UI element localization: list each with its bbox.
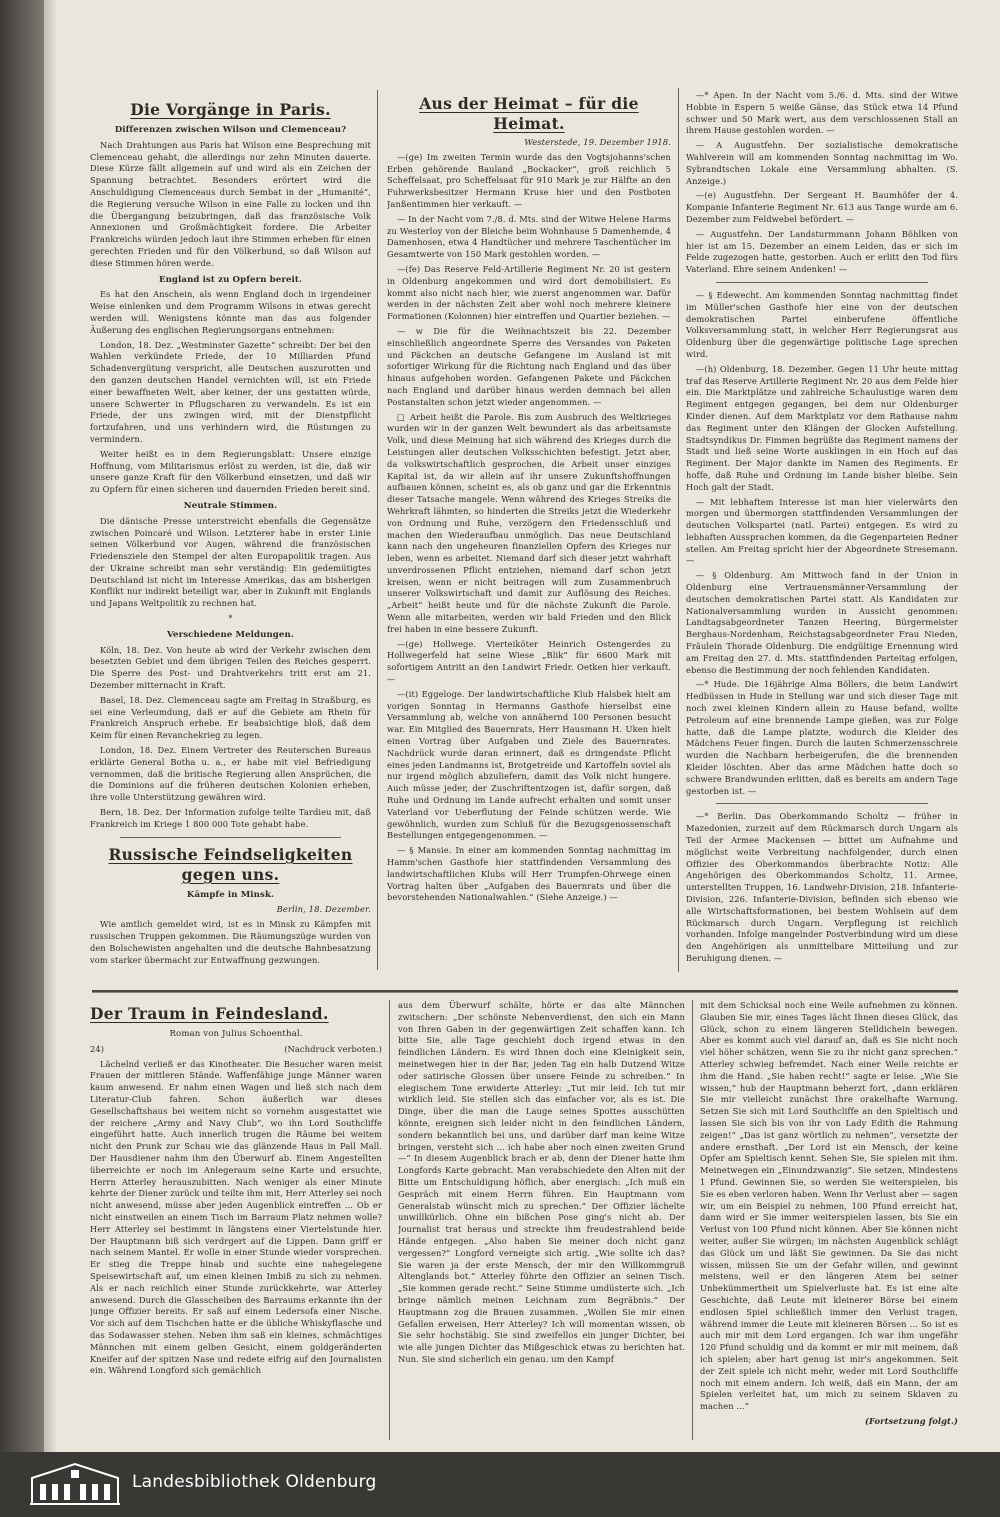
article-paragraph: — § Edewecht. Am kommenden Sonntag nachmittag findet im Müller'schen Gasthofe hier eine von der deutschen demokratischen Partei einberufene öffentliche Volksversammlung statt, in welcher Herr Regierungsrat aus Oldenburg über die gegenwärtige politische Lage sprechen wird. [686, 289, 958, 359]
serial-column-a [90, 998, 382, 1440]
page-gutter-shadow [44, 0, 58, 1452]
dateline-berlin: Berlin, 18. Dezember. [276, 904, 371, 915]
column-regional-news [686, 90, 958, 966]
serial-issue-number: 24) [90, 1043, 105, 1054]
article-paragraph: Nach Drahtungen aus Paris hat Wilson eine Besprechung mit Clemenceau gehabt, die allerdings nur zehn Minuten dauerte. Diese Kürze fällt allgemein auf und wird als ein Zeichen der Spannung betrachtet. Besonders erörtert wird die Anschuldigung Clemenceaus durch Sembat in der „Humanité“, die Regierung versuche Wilson in eine Falle zu locken und ihn die Übergangung beizubringen, daß das französische Volk Annexionen und Großmächtigkeit fordere. Die Arbeiter Frankreichs würden jedoch laut ihre Stimmen erheben für einen gerechten Frieden und für den Völkerbund, so daß Wilson auf diese Stimmen hören werde. [90, 139, 371, 268]
article-paragraph: —(ge) Hollwege. Vierteiköter Heinrich Ostengerdes zu Hollwegerfeld hat seine Wiese „Blik“ für 6600 Mark mit sofortigem Antritt an den Landwirt Friedr. Oetken hier verkauft. — [387, 638, 671, 685]
column-local-news [387, 88, 671, 966]
asterisk-separator: * [228, 614, 233, 624]
newspaper-page [44, 0, 1000, 1452]
serial-column-rule-1 [389, 1000, 390, 1440]
article-paragraph: London, 18. Dez. Einem Vertreter des Reuterschen Bureaus erklärte General Botha u. a., er habe mit viel Befriedigung vernommen, daß die britische Regierung allen Ansprüchen, die die Dominions auf die früheren deutschen Kolonien erheben, ihre volle Unterstützung gewähren wird. [90, 745, 371, 803]
column-news [90, 94, 371, 966]
headline-russian-hostilities: Russische Feindseligkeiten gegen uns. [108, 844, 353, 884]
section-divider [716, 803, 928, 804]
article-paragraph: Basel, 18. Dez. Clemenceau sagte am Freitag in Straßburg, es sei eine Verleumdung, daß er auf die Gebiete am Rhein für Frankreich Anspruch erhebe. Er beabsichtige bloß, daß dem Keim für einen Revanchekrieg zu legen. [90, 694, 371, 741]
subheading-minsk: Kämpfe in Minsk. [186, 889, 275, 900]
article-paragraph: —(e) Augustfehn. Der Sergeant H. Baumhöfer der 4. Kompanie Infanterie Regiment Nr. 613 aus Tange wurde am 6. Dezember zum Feldwebel befördert. — [686, 190, 958, 224]
library-footer [0, 1452, 1000, 1517]
article-paragraph: Weiter heißt es in dem Regierungsblatt: Unsere einzige Hoffnung, vom Militarismus erlöst zu werden, ist die, daß wir unsere ganze Kraft für den Völkerbund einsetzen, und daß wir zu Opfern für einen sicheren und dauernden Frieden bereit sind. [90, 448, 371, 495]
serial-continued-note: (Fortsetzung folgt.) [864, 1415, 958, 1426]
section-divider [716, 282, 928, 283]
serial-meta-row [90, 1044, 382, 1056]
serial-byline: Roman von Julius Schoenthal. [169, 1029, 303, 1039]
column-rule-1 [377, 90, 378, 970]
section-divider [120, 837, 341, 838]
headline-paris: Die Vorgänge in Paris. [130, 100, 331, 119]
article-paragraph: Bern, 18. Dez. Der Information zufolge teilte Tardieu mit, daß Frankreich im Kriege 1 800 000 Tote gehabt habe. [90, 807, 371, 829]
article-paragraph: — A Augustfehn. Der sozialistische demokratische Wahlverein will am kommenden Sonntag nachmittag im Wo. Sybrandtschen Lokale eine Versammlung abhalten. (S. Anzeige.) [686, 140, 958, 186]
serial-column-rule-2 [692, 1000, 693, 1440]
serial-column-c [700, 1000, 958, 1440]
serial-text: aus dem Überwurf schälte, hörte er das alte Männchen zwitschern: „Der schönste Nebenverdienst, den sich ein Mann von Ihren Gaben in der gegenwärtigen Zeit schaffen kann. Ich bitte Sie, alle Tage geschieht doch irgend etwas in den feindlichen Ländern. Es wird Ihnen doch eine Kleinigkeit sein, meinetwegen hier in der Bar, jeden Tag ein halb Dutzend Witze oder satirische Glossen über unsere Feinde zu schreiben.“ In elegischem Tone erwiderte Atterley: „Tut mir leid. Ich tut mir wirklich leid. Sie stellen sich das einfacher vor, als es ist. Die Dinge, über die man die Lauge seines Spottes ausschütten könnte, ereignen sich leider nicht in den feindlichen Ländern, sondern bekanntlich bei uns, und darüber darf man keine Witze bringen, versteht sich ... ich habe aber noch einen zweiten Grund —“ In diesem Augenblick brach er ab, denn der Diener hatte ihm Longfords Karte gebracht. Man verabschiedete den Alten mit der Bitte um Entschuldigung höflich, aber energisch: „Ich muß ein Gespräch mit einem Herrn führen. Ein Hauptmann vom Generalstab wünscht mich zu sprechen.“ Der Offizier lächelte unwillkürlich. Ohne ein bißchen Pose ging's nicht ab. Der Journalist trat heraus und streckte ihm freudestrahlend beide Hände entgegen. „Also haben Sie meiner doch nicht ganz vergessen?“ Longford verneigte sich artig. „Wie sollte ich das? Sie waren ja der erste Mensch, der mir den Willkommgruß Altenglands bot.“ Atterley führte den Offizier an seinen Tisch. „Sie kommen gerade recht.“ Seine Stimme umdüsterte sich. „Ich bringe nämlich meinen Leichnam zum Begräbnis.“ Der Hauptmann zog die Brauen zusammen. „Wollen Sie mir einen Gefallen erweisen, Herr Atterley? Ich will momentan wissen, ob Sie sehr hochstäbig. Sie sind zweifellos ein junger Dichter, bei wie alle jungen Dichter das Mißgeschick etwas zu berichten hat. Nun. Sie sind sicherlich ein genau. um den Kampf [398, 1000, 685, 1364]
article-paragraph: —* Berlin. Das Oberkommando Scholtz — früher in Mazedonien, zurzeit auf dem Rückmarsch durch Ungarn als Teil der Armee Mackensen — bittet um Aufnahme und möglichst weite Verbreitung nachfolgender, durch einen Offizier des Oberkommandos überbrachte Notiz: Alle Angehörigen des Oberkommandos Scholtz, 11. Armee, unterstellten Truppen, 16. Landwehr-Division, 218. Infanterie-Division, 226. Infanterie-Division, befinden sich ebenso wie alle Wirtschaftsformationen, bei bestem Wohlsein auf dem Rückmarsch durch Ungarn. Verpflegung ist reichlich vorhanden. Infolge mangelnder Postverbindung wird um diese den Angehörigen als unmittelbare Mitteilung und zur Beruhigung dienen. — [686, 811, 958, 963]
article-paragraph: Es hat den Anschein, als wenn England doch in irgendeiner Weise einlenken und dem Programm Wilsons in etwas gerecht werden will. Wenigstens könnte man das aus folgender Äußerung des englischen Regierungsorgans entnehmen: [90, 289, 371, 335]
subheading-england: England ist zu Opfern bereit. [158, 274, 303, 285]
library-name: Landesbibliothek Oldenburg [132, 1472, 377, 1492]
article-paragraph: — § Oldenburg. Am Mittwoch fand in der Union in Oldenburg eine Vertrauensmänner-Versammlung der deutschen demokratischen Partei statt. Als Kandidaten zur Nationalversammlung wurden in Aussicht genommen: Landtagsabgeordneter Tanzen Heering, Bürgermeister Berghaus-Nordenham, Reichstagsabgeordneter Frau Nieden, Fräulein Thorade Oldenburg. Die endgültige Ernennung wird am Freitag den 27. d. Mts. stattfindenden Parteitag erfolgen, ebenso die Bestimmung der noch fehlenden Kandidaten. [686, 570, 958, 675]
article-paragraph: — Mit lebhaftem Interesse ist man hier vielerwärts den morgen und übermorgen stattfindenden Versammlungen der deutschen Volkspartei (natl. Partei) entgegen. Es wird zu lebhaften Aussprachen kommen, da die Gegenparteien Redner stellen. Am Freitag spricht hier der Abgeordnete Stresemann. — [686, 496, 958, 566]
serial-rights-note: (Nachdruck verboten.) [284, 1043, 382, 1054]
article-paragraph: London, 18. Dez. „Westminster Gazette“ schreibt: Der bei den Wahlen verkündete Friede, der 10 Milliarden Pfund Schadenvergütung verspricht, alle Deutschen auszurotten und den ganzen deutschen Handel vernichten will, ist ein Friede einer bewaffneten Welt, aber keiner, der uns gestatten würde, unsere Schwerter in Pflugscharen zu verwandeln. Es ist ein Friede, der uns zwingen wird, mit der Dienstpflicht fortzufahren, und uns verhindern wird, die Rüstungen zu vermindern. [90, 339, 371, 444]
serial-text: Lächelnd verließ er das Kinotheater. Die Besucher waren meist Frauen der mittleren Stände. Waffenfähige junge Männer waren kaum anwesend. Er nahm einen Wagen und ließ sich nach dem Literatur-Club fahren. Schon äußerlich war dieses Gesellschaftshaus bei weitem nicht so vornehm ausgestattet wie der reichere „Army and Navy Club“, wo ihn Lord Southcliffe eingeführt hatte. Auch innerlich trugen die Räume bei weitem nicht den Prunk zur Schau wie das glänzende Haus in Pall Mall. Der Hausdiener nahm ihm den Überwurf ab. Einem Angestellten überreichte er noch im Anlegeraum seine Karte und ersuchte, Herrn Atterley herauszubitten. Nach weniger als einer Minute kehrte der Diener zurück und teilte ihm mit, Herr Atterley sei noch nicht anwesend, müsse aber jeden Augenblick eintreffen ... Ob er nicht einstweilen an einem Tisch im Barraum Platz nehmen wolle? Herr Atterley sei bestimmt in längstens einer Viertelstunde hier. Der Hauptmann biß sich verdrgert auf die Lippen. Dann griff er nach seinem Mantel. Er wolle in einer Stunde wieder vorsprechen. Er stieg die Treppe hinab und suchte eine nahegelegene Speisewirtschaft auf, um einen kleinen Imbiß zu sich zu nehmen. Als er nach reichlich einer Stunde zurückkehrte, war Atterley anwesend. Durch die Glasscheiben des Barraums erkannte ihn der junge Offizier bereits. Er saß auf einem Ledersofa einer Nische. Vor sich auf dem Tischchen hatte er die übliche Whiskyflasche und das Sodawasser stehen. Neben ihm saß ein kleines, schmächtiges Männchen mit einem gelben Gesicht, einem goldgeränderten Kneifer auf der spitzen Nase und redete eifrig auf den Journalisten ein. Während Longford sich gemächlich [90, 1058, 382, 1376]
article-paragraph: —(ge) Im zweiten Termin wurde das den Vogtsjohanns'schen Erben gehörende Bauland „Bockacker“, groß reichlich 5 Scheffelsaat, pro Scheffelsaat für 910 Mark je zur Hälfte an den Fuhrwerksbesitzer Hermann Kruse hier und den Postboten Janßentimmen hier verkauft. — [387, 151, 671, 209]
subheading-neutral-voices: Neutrale Stimmen. [183, 500, 278, 511]
column-rule-2 [678, 88, 679, 972]
serial-column-b [398, 1000, 685, 1440]
headline-heimat: Aus der Heimat – für die Heimat. [419, 94, 639, 133]
dateline-westerstede: Westerstede, 19. Dezember 1918. [524, 137, 671, 147]
article-paragraph: — In der Nacht vom 7./8. d. Mts. sind der Witwe Helene Harms zu Westerloy von der Bleiche beim Wohnhause 5 Damenhemde, 4 Damenhosen, etwa 4 Handtücher und mehrere Taschentücher im Gesamtwerte von 150 Mark gestohlen worden. — [387, 213, 671, 260]
article-paragraph: —(fe) Das Reserve Feld-Artillerie Regiment Nr. 20 ist gestern in Oldenburg angekommen und wird dort demobilisiert. Es kommt also nicht nach hier, wie zuerst angenommen war. Dafür werden in der nächsten Zeit aber wohl noch mehrere kleinere Formationen (Kolonnen) hier eintreffen und Quartier beziehen. — [387, 263, 671, 322]
article-paragraph: — § Mansie. In einer am kommenden Sonntag nachmittag im Hamm'schen Gasthofe hier stattfindenden Versammlung des landwirtschaftlichen Klubs will Herr Trumpfen-Ohrwege einen Vortrag halten über „Aufgaben des Bauernrats und über die bevorstehenden Nationalwahlen.“ (Siehe Anzeige.) — [387, 845, 671, 903]
article-paragraph: —* Apen. In der Nacht vom 5./6. d. Mts. sind der Witwe Hobbie in Espern 5 weiße Gänse, das Stück etwa 14 Pfund schwer und 50 Mark wert, aus dem verschlossenen Stall an ihrem Hause gestohlen worden. — [686, 90, 958, 136]
headline-serial-novel: Der Traum in Feindesland. [90, 1004, 329, 1023]
article-paragraph: — Augustfehn. Der Landsturmmann Johann Böhlken von hier ist am 15. Dezember an einem Leiden, das er sich im Felde zugezogen hatte, gestorben. Auch er erlitt den Tod fürs Vaterland. Ehre seinem Andenken! — [686, 228, 958, 275]
article-paragraph: — w Die für die Weihnachtszeit bis 22. Dezember einschließlich angeordnete Sperre des Versandes von Paketen und Päckchen an deutsche Gefangene im Ausland ist mit sofortiger Wirkung für die Richtung nach England und das über hinaus aufgehoben worden. Gefangenen Pakete und Päckchen nach England und darüber hinaus werden demnach bei allen Postanstalten schon jetzt wieder angenommen. — [387, 325, 671, 407]
article-paragraph: Köln, 18. Dez. Von heute ab wird der Verkehr zwischen dem besetzten Gebiet und dem übrigen Teilen des Reiches gesperrt. Die Sperre des Post- und Drahtverkehrs tritt erst am 21. Dezember mitternacht in Kraft. [90, 644, 371, 691]
subheading-various-reports: Verschiedene Meldungen. [167, 629, 294, 640]
serial-separator-rule [92, 990, 958, 993]
scan-border-left [0, 0, 44, 1517]
article-paragraph: Wie amtlich gemeldet wird, ist es in Minsk zu Kämpfen mit russischen Truppen gekommen. Die Räumungszüge wurden von den Bolschewisten angehalten und die deutsche Bahnbesatzung vom starker übermacht zur Entwaffnung gezwungen. [90, 919, 371, 965]
article-paragraph: —(h) Oldenburg, 18. Dezember. Gegen 11 Uhr heute mittag traf das Reserve Artillerie Regiment Nr. 20 aus dem Felde hier ein. Die Marktplätze und zahlreiche Schaulustige waren dem Regiment entgegen gegangen, bei dem nur Oldenburger Kinder dienen. Auf dem Marktplatz vor dem Rathause nahm das Regiment unter den Klängen der Glocken Aufstellung. Stadtsyndikus Dr. Fimmen begrüßte das Regiment namens der Stadt und ließ seine Worte ausklingen in ein Hoch auf das Regiment. Der Major dankte im Namen des Regiments. Er hoffe, daß Ruhe und Ordnung im Lande bisher bleibe. Sein Hoch galt der Stadt. [686, 363, 958, 492]
subheading-wilson-clemenceau: Differenzen zwischen Wilson und Clemenceau? [114, 125, 347, 135]
article-paragraph: —* Hude. Die 16jährige Alma Böllers, die beim Landwirt Hedbüssen in Hude in Stellung war und sich dieser Tage mit noch zwei kleinen Kindern allein zu Hause befand, wollte Petroleum auf eine brennende Lampe gießen, was zur Folge hatte, daß die Lampe platzte, wodurch die Kleider des Mädchens Feuer fingen. Durch die lauten Schmerzensschreie wurden die Nachbarn herbeigerufen, die die brennenden Kleider löschten. Aber das arme Mädchen hatte doch so schwere Brandwunden erlitten, daß es bereits am andern Tage gestorben ist. — [686, 679, 958, 796]
article-paragraph: —(it) Eggeloge. Der landwirtschaftliche Klub Halsbek hielt am vorigen Sonntag in Hermanns Gasthofe hierselbst eine Versammlung ab, welche von annähernd 100 Personen besucht war. Ein Mitglied des Bauernrats, Herr Hausmann H. Uken hielt einen Vortrag über Aufgaben und Ziele des Bauernrates. Nachdrück wurde daran erinnert, daß es dringendste Pflicht eines jeden Landmanns ist, Brotgetreide und Kartoffeln soviel als nur irgend möglich abzuliefern, damit das Volk nicht hungere. Auch müsse jeder, der Zuschriftentzogen ist, dafür sorgen, daß Ruhe und Ordnung im Lande aufrecht erhalten und somit unser Vaterland vor Ueberflutung der Feinde schützen werde. Wie gewöhnlich, wurden zum Schluß für die Bezugsgenossenschaft Bestellungen entgegengenommen. — [387, 688, 671, 841]
article-paragraph: □ Arbeit heißt die Parole. Bis zum Ausbruch des Weltkrieges wurden wir in der ganzen Welt bewundert als das arbeitsamste Volk, und diese Meinung hat sich während des Krieges durch die Leistungen aller deutschen Volksschichten befestigt. Jetzt aber, da volkswirtschaftlich gesprochen, die Arbeit unser einziges Kapital ist, da wir allein auf ihr unsere Zukunftshoffnungen aufbauen können, scheint es, als ob ganz und gar die Erkenntnis dieser Tatsache mangele. Wenn während des Krieges Streiks die Wehrkraft lähmten, so hinderten die Streiks jetzt die Wiederkehr von Ordnung und Ruhe, verzögern den Friedensschluß und machen den Wiederaufbau unmöglich. Das neue Deutschland kann nach den ungeheuren finanziellen Opfern des Krieges nur leben, wenn es arbeitet. Niemand darf sich dieser jetzt wahrhaft unverdrossenen Pflicht entziehen, niemand darf schon jetzt kreisen, wenn er nicht beitragen will zum Zusammenbruch unserer Volkswirtschaft und damit zur Auflösung des Reiches. „Arbeit“ heißt heute und für die nächste Zukunft die Parole. Wenn alle mitarbeiten, werden wir bald Frieden und den Blick frei haben in eine bessere Zukunft. [387, 411, 671, 634]
article-paragraph: Die dänische Presse unterstreicht ebenfalls die Gegensätze zwischen Poincaré und Wilson. Letzterer habe in erster Linie seinen Völkerbund vor Augen, während die französischen Friedensziele den Stempel der alten Europapolitik tragen. Aus der Ukraine schreibt man sehr verständig: Ein gedemütigtes Deutschland ist nicht im Interesse Amerikas, das am bisherigen Konflikt nur indirekt beteiligt war, aber in Zukunft mit Englands und Japans Weltpolitik zu rechnen hat. [90, 515, 371, 609]
library-building-icon [28, 1460, 122, 1508]
serial-text: mit dem Schicksal noch eine Weile aufnehmen zu können. Glauben Sie mir, eines Tages lächt Ihnen dieses Glück, das Glück, schon zu einem längeren Stelldichein bewegen. Aber es kommt auch viel darauf an, daß es Sie nicht noch viel höher schätzen, wenn Sie zu ihr nicht ganz sprechen.“ Atterley schwieg befremdet. Nach einer Weile reichte er ihm die Hand. „Sie haben recht!“ sagte er leise. „Wie Sie wissen,“ hub der Hauptmann beherzt fort, „dann erklären Sie mir vielleicht zunächst Ihre orakelhafte Warnung. Setzen Sie sich mit Lord Southcliffe an den Spieltisch und lassen Sie sich bis von ihr von Lady Edith die Rahmung zeigen!“ „Das ist ganz wörtlich zu nehmen“, versetzte der andere ernsthaft. „Der Lord ist ein Mensch, der keine Opfer am Spieltisch kennt. Sehen Sie, Sie spielen mit ihm. Meinetwegen ein „Einundzwanzig“. Sie setzen, Mindestens 1 Pfund. Gewinnen Sie, so werden Sie weiterspielen, bis Sie es eben verloren haben. Wenn Ihr Verlust aber — sagen wir, um ein Beispiel zu nehmen, 100 Pfund erreicht hat, dann wird er Sie immer weiterspielen lassen, bis Sie ein Verlust von 100 Pfund nicht können. Aber Sie können nicht weiter, außer Sie würgen; im nächsten Augenblick schlägt das Glück um und läßt Sie gewinnen. Da Sie das nicht wissen, müssen Sie um der Gefahr willen, und gewinnt meistens, weil er den längeren Atem bei seiner Unbekümmertheit um Spielverluste hat. Es ist eine alte Geschichte, daß Leute mit kleinerer Börse bei einem endlosen Spiel schließlich immer den Verlust tragen, während immer die Leute mit kleineren Börsen ... So ist es auch mir mit dem Lord ergangen. Ich war ihm ungefähr 120 Pfund schuldig und da kommt er mir mit meinem, daß ich spielen; aber hart genug ist mir's angekommen. Seit der Zeit spiele ich nicht mehr, weder mit Lord Southcliffe noch mit einem andern. Ich weiß, daß ein Mann, der am Spielen verleitet hat, um mich zu seinem Sklaven zu machen ...“ [700, 1000, 958, 1412]
